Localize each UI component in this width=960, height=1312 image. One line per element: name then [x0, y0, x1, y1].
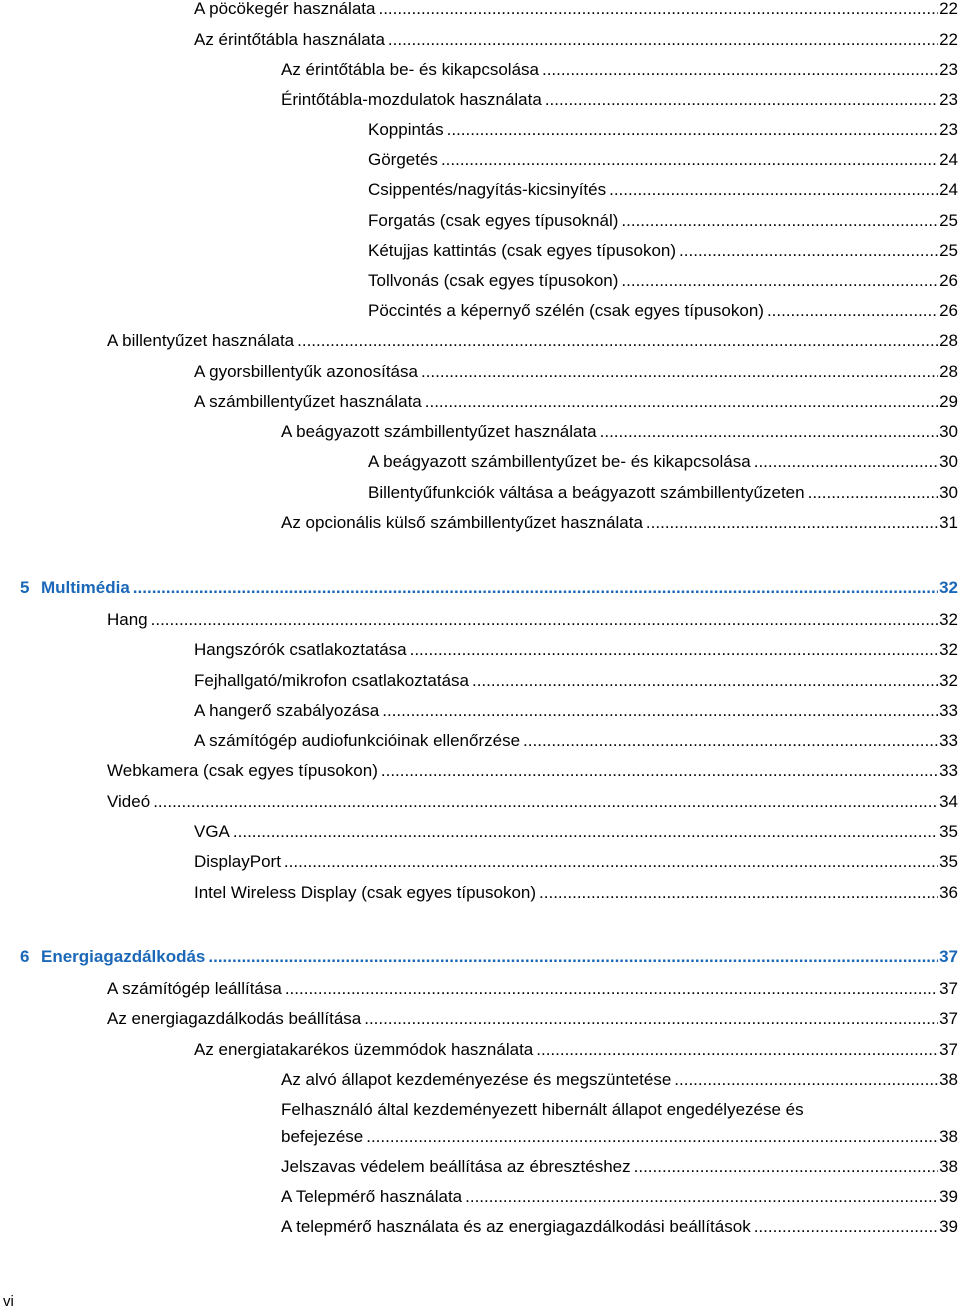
toc-page-number: 38 — [939, 1127, 958, 1146]
leader-dots — [754, 1216, 938, 1238]
leader-dots — [381, 760, 938, 782]
toc-page-number: 23 — [939, 90, 958, 109]
toc-page-number: 32 — [939, 610, 958, 629]
chapter-title: Energiagazdálkodás — [41, 947, 206, 966]
toc-entry[interactable] — [368, 119, 958, 141]
toc-entry-label: Az érintőtábla használata — [194, 30, 385, 49]
leader-dots — [545, 89, 938, 111]
toc-entry-two-line[interactable] — [281, 1099, 958, 1148]
toc-entry[interactable] — [194, 1039, 958, 1061]
leader-dots — [767, 300, 938, 322]
toc-chapter-energiagazdalkodas[interactable] — [20, 946, 958, 968]
toc-entry-label: A telepmérő használata és az energiagazdálkodási beállítások — [281, 1217, 751, 1236]
toc-page-number: 37 — [939, 1009, 958, 1028]
toc-page-number: 34 — [939, 792, 958, 811]
toc-entry[interactable] — [368, 451, 958, 473]
leader-dots — [364, 1008, 938, 1030]
leader-dots — [284, 851, 938, 873]
toc-page-number: 24 — [939, 180, 958, 199]
toc-page-number: 30 — [939, 452, 958, 471]
toc-entry-label: Fejhallgató/mikrofon csatlakoztatása — [194, 671, 469, 690]
toc-page-number: 30 — [939, 483, 958, 502]
toc-entry-label: A pöcökegér használata — [194, 0, 376, 18]
toc-page-number: 32 — [939, 640, 958, 659]
toc-entry-label: DisplayPort — [194, 852, 281, 871]
footer-page-number: vi — [3, 1293, 14, 1310]
chapter-number: 5 — [20, 578, 30, 597]
toc-page-number: 26 — [939, 301, 958, 320]
toc-page-number: 32 — [939, 671, 958, 690]
toc-page-number: 22 — [939, 30, 958, 49]
toc-entry[interactable] — [281, 421, 958, 443]
toc-entry[interactable] — [194, 882, 958, 904]
leader-dots — [634, 1156, 938, 1178]
toc-entry[interactable] — [281, 59, 958, 81]
toc-page-number: 31 — [939, 513, 958, 532]
toc-entry-label: Tollvonás (csak egyes típusokon) — [368, 271, 619, 290]
toc-entry[interactable] — [281, 512, 958, 534]
toc-page-number: 37 — [939, 979, 958, 998]
leader-dots — [465, 1186, 938, 1208]
toc-entry[interactable] — [107, 330, 958, 352]
toc-page-number: 30 — [939, 422, 958, 441]
toc-entry-label: A beágyazott számbillentyűzet használata — [281, 422, 597, 441]
leader-dots — [674, 1069, 938, 1091]
toc-page-number: 33 — [939, 731, 958, 750]
leader-dots — [133, 577, 938, 599]
leader-dots — [536, 1039, 938, 1061]
toc-entry[interactable] — [194, 670, 958, 692]
toc-entry[interactable] — [194, 730, 958, 752]
toc-entry-label: Kétujjas kattintás (csak egyes típusokon) — [368, 241, 677, 260]
leader-dots — [609, 179, 938, 201]
toc-page-number: 23 — [939, 120, 958, 139]
toc-entry[interactable] — [107, 1008, 958, 1030]
toc-entry-label: A beágyazott számbillentyűzet be- és kikapcsolása — [368, 452, 751, 471]
toc-entry-label: A számbillentyűzet használata — [194, 392, 422, 411]
leader-dots — [646, 512, 938, 534]
toc-page-number: 33 — [939, 761, 958, 780]
leader-dots — [151, 609, 938, 631]
leader-dots — [523, 730, 938, 752]
toc-entry-label: Az érintőtábla be- és kikapcsolása — [281, 60, 539, 79]
toc-page-number: 35 — [939, 852, 958, 871]
leader-dots — [378, 0, 938, 20]
leader-dots — [388, 29, 938, 51]
toc-entry-label: Pöccintés a képernyő szélén (csak egyes típusokon) — [368, 301, 764, 320]
toc-entry-label: Hangszórók csatlakoztatása — [194, 640, 407, 659]
toc-entry[interactable] — [194, 700, 958, 722]
toc-entry-label: Koppintás — [368, 120, 444, 139]
toc-entry[interactable] — [281, 1216, 958, 1238]
toc-entry[interactable] — [194, 821, 958, 843]
toc-entry-label-line2: befejezése — [281, 1127, 364, 1146]
toc-entry[interactable] — [107, 760, 958, 782]
leader-dots — [621, 210, 938, 232]
toc-entry[interactable] — [368, 270, 958, 292]
toc-entry-label: Csippentés/nagyítás-kicsinyítés — [368, 180, 607, 199]
toc-entry[interactable] — [368, 300, 958, 322]
toc-entry-label: Webkamera (csak egyes típusokon) — [107, 761, 378, 780]
toc-page-number: 25 — [939, 211, 958, 230]
leader-dots — [421, 361, 938, 383]
toc-entry-label: Forgatás (csak egyes típusoknál) — [368, 211, 619, 230]
leader-dots — [425, 391, 938, 413]
toc-entry-label-line1: Felhasználó által kezdeményezett hibernált állapot engedélyezése és — [281, 1100, 804, 1119]
toc-page-number: 32 — [939, 578, 958, 597]
leader-dots — [285, 978, 938, 1000]
toc-page-number: 39 — [939, 1217, 958, 1236]
toc-entry-label: Az opcionális külső számbillentyűzet használata — [281, 513, 643, 532]
toc-entry-label: Érintőtábla-mozdulatok használata — [281, 90, 542, 109]
leader-dots — [208, 946, 938, 968]
leader-dots — [679, 240, 938, 262]
leader-dots — [600, 421, 938, 443]
toc-entry[interactable] — [107, 791, 958, 813]
toc-page-number: 35 — [939, 822, 958, 841]
leader-dots — [539, 882, 938, 904]
toc-entry[interactable] — [368, 179, 958, 201]
toc-entry[interactable] — [368, 149, 958, 171]
toc-page-number: 28 — [939, 362, 958, 381]
toc-entry[interactable] — [281, 1069, 958, 1091]
toc-page-number: 29 — [939, 392, 958, 411]
leader-dots — [382, 700, 938, 722]
toc-entry-label: A hangerő szabályozása — [194, 701, 380, 720]
leader-dots — [153, 791, 938, 813]
toc-entry[interactable] — [194, 361, 958, 383]
toc-page-number: 22 — [939, 0, 958, 18]
toc-entry[interactable] — [194, 0, 958, 20]
toc-page-number: 37 — [939, 1040, 958, 1059]
toc-page-number: 38 — [939, 1070, 958, 1089]
toc-page-number: 23 — [939, 60, 958, 79]
toc-page-number: 24 — [939, 150, 958, 169]
toc-page-number: 37 — [939, 947, 958, 966]
toc-chapter-multimedia[interactable] — [20, 577, 958, 599]
toc-entry-label: Jelszavas védelem beállítása az ébresztéshez — [281, 1157, 631, 1176]
toc-entry[interactable] — [107, 978, 958, 1000]
leader-dots — [366, 1126, 938, 1148]
leader-dots — [233, 821, 938, 843]
toc-entry-label: A számítógép audiofunkcióinak ellenőrzése — [194, 731, 521, 750]
toc-entry-label: A billentyűzet használata — [107, 331, 295, 350]
toc-page-number: 33 — [939, 701, 958, 720]
toc-page-number: 39 — [939, 1187, 958, 1206]
toc-entry-label: A gyorsbillentyűk azonosítása — [194, 362, 418, 381]
toc-entry[interactable] — [368, 482, 958, 504]
toc-page-number: 38 — [939, 1157, 958, 1176]
toc-entry-label: A számítógép leállítása — [107, 979, 282, 998]
toc-page-number: 28 — [939, 331, 958, 350]
leader-dots — [542, 59, 938, 81]
toc-entry[interactable] — [281, 1156, 958, 1178]
toc-entry-label: Billentyűfunkciók váltása a beágyazott számbillentyűzeten — [368, 483, 805, 502]
toc-entry-label: Az alvó állapot kezdeményezése és megszüntetése — [281, 1070, 672, 1089]
leader-dots — [754, 451, 938, 473]
leader-dots — [621, 270, 938, 292]
toc-entry[interactable] — [194, 639, 958, 661]
leader-dots — [297, 330, 938, 352]
toc-entry[interactable] — [368, 210, 958, 232]
toc-entry-label: A Telepmérő használata — [281, 1187, 463, 1206]
leader-dots — [410, 639, 938, 661]
toc-entry[interactable] — [368, 240, 958, 262]
toc-entry-label: Görgetés — [368, 150, 438, 169]
leader-dots — [441, 149, 938, 171]
leader-dots — [447, 119, 938, 141]
toc-entry[interactable] — [194, 29, 958, 51]
toc-page-number: 25 — [939, 241, 958, 260]
toc-entry[interactable] — [107, 609, 958, 631]
toc-entry[interactable] — [194, 851, 958, 873]
toc-entry[interactable] — [281, 1186, 958, 1208]
toc-page-number: 36 — [939, 883, 958, 902]
toc-entry-label: Intel Wireless Display (csak egyes típusokon) — [194, 883, 537, 902]
toc-entry[interactable] — [194, 391, 958, 413]
toc-entry-label: Videó — [107, 792, 151, 811]
chapter-number: 6 — [20, 947, 30, 966]
toc-entry-label: Az energiagazdálkodás beállítása — [107, 1009, 362, 1028]
toc-entry-label: Hang — [107, 610, 148, 629]
leader-dots — [472, 670, 938, 692]
chapter-title: Multimédia — [41, 578, 130, 597]
toc-entry-label: Az energiatakarékos üzemmódok használata — [194, 1040, 534, 1059]
toc-entry-label: VGA — [194, 822, 230, 841]
leader-dots — [808, 482, 938, 504]
toc-page-number: 26 — [939, 271, 958, 290]
toc-entry[interactable] — [281, 89, 958, 111]
